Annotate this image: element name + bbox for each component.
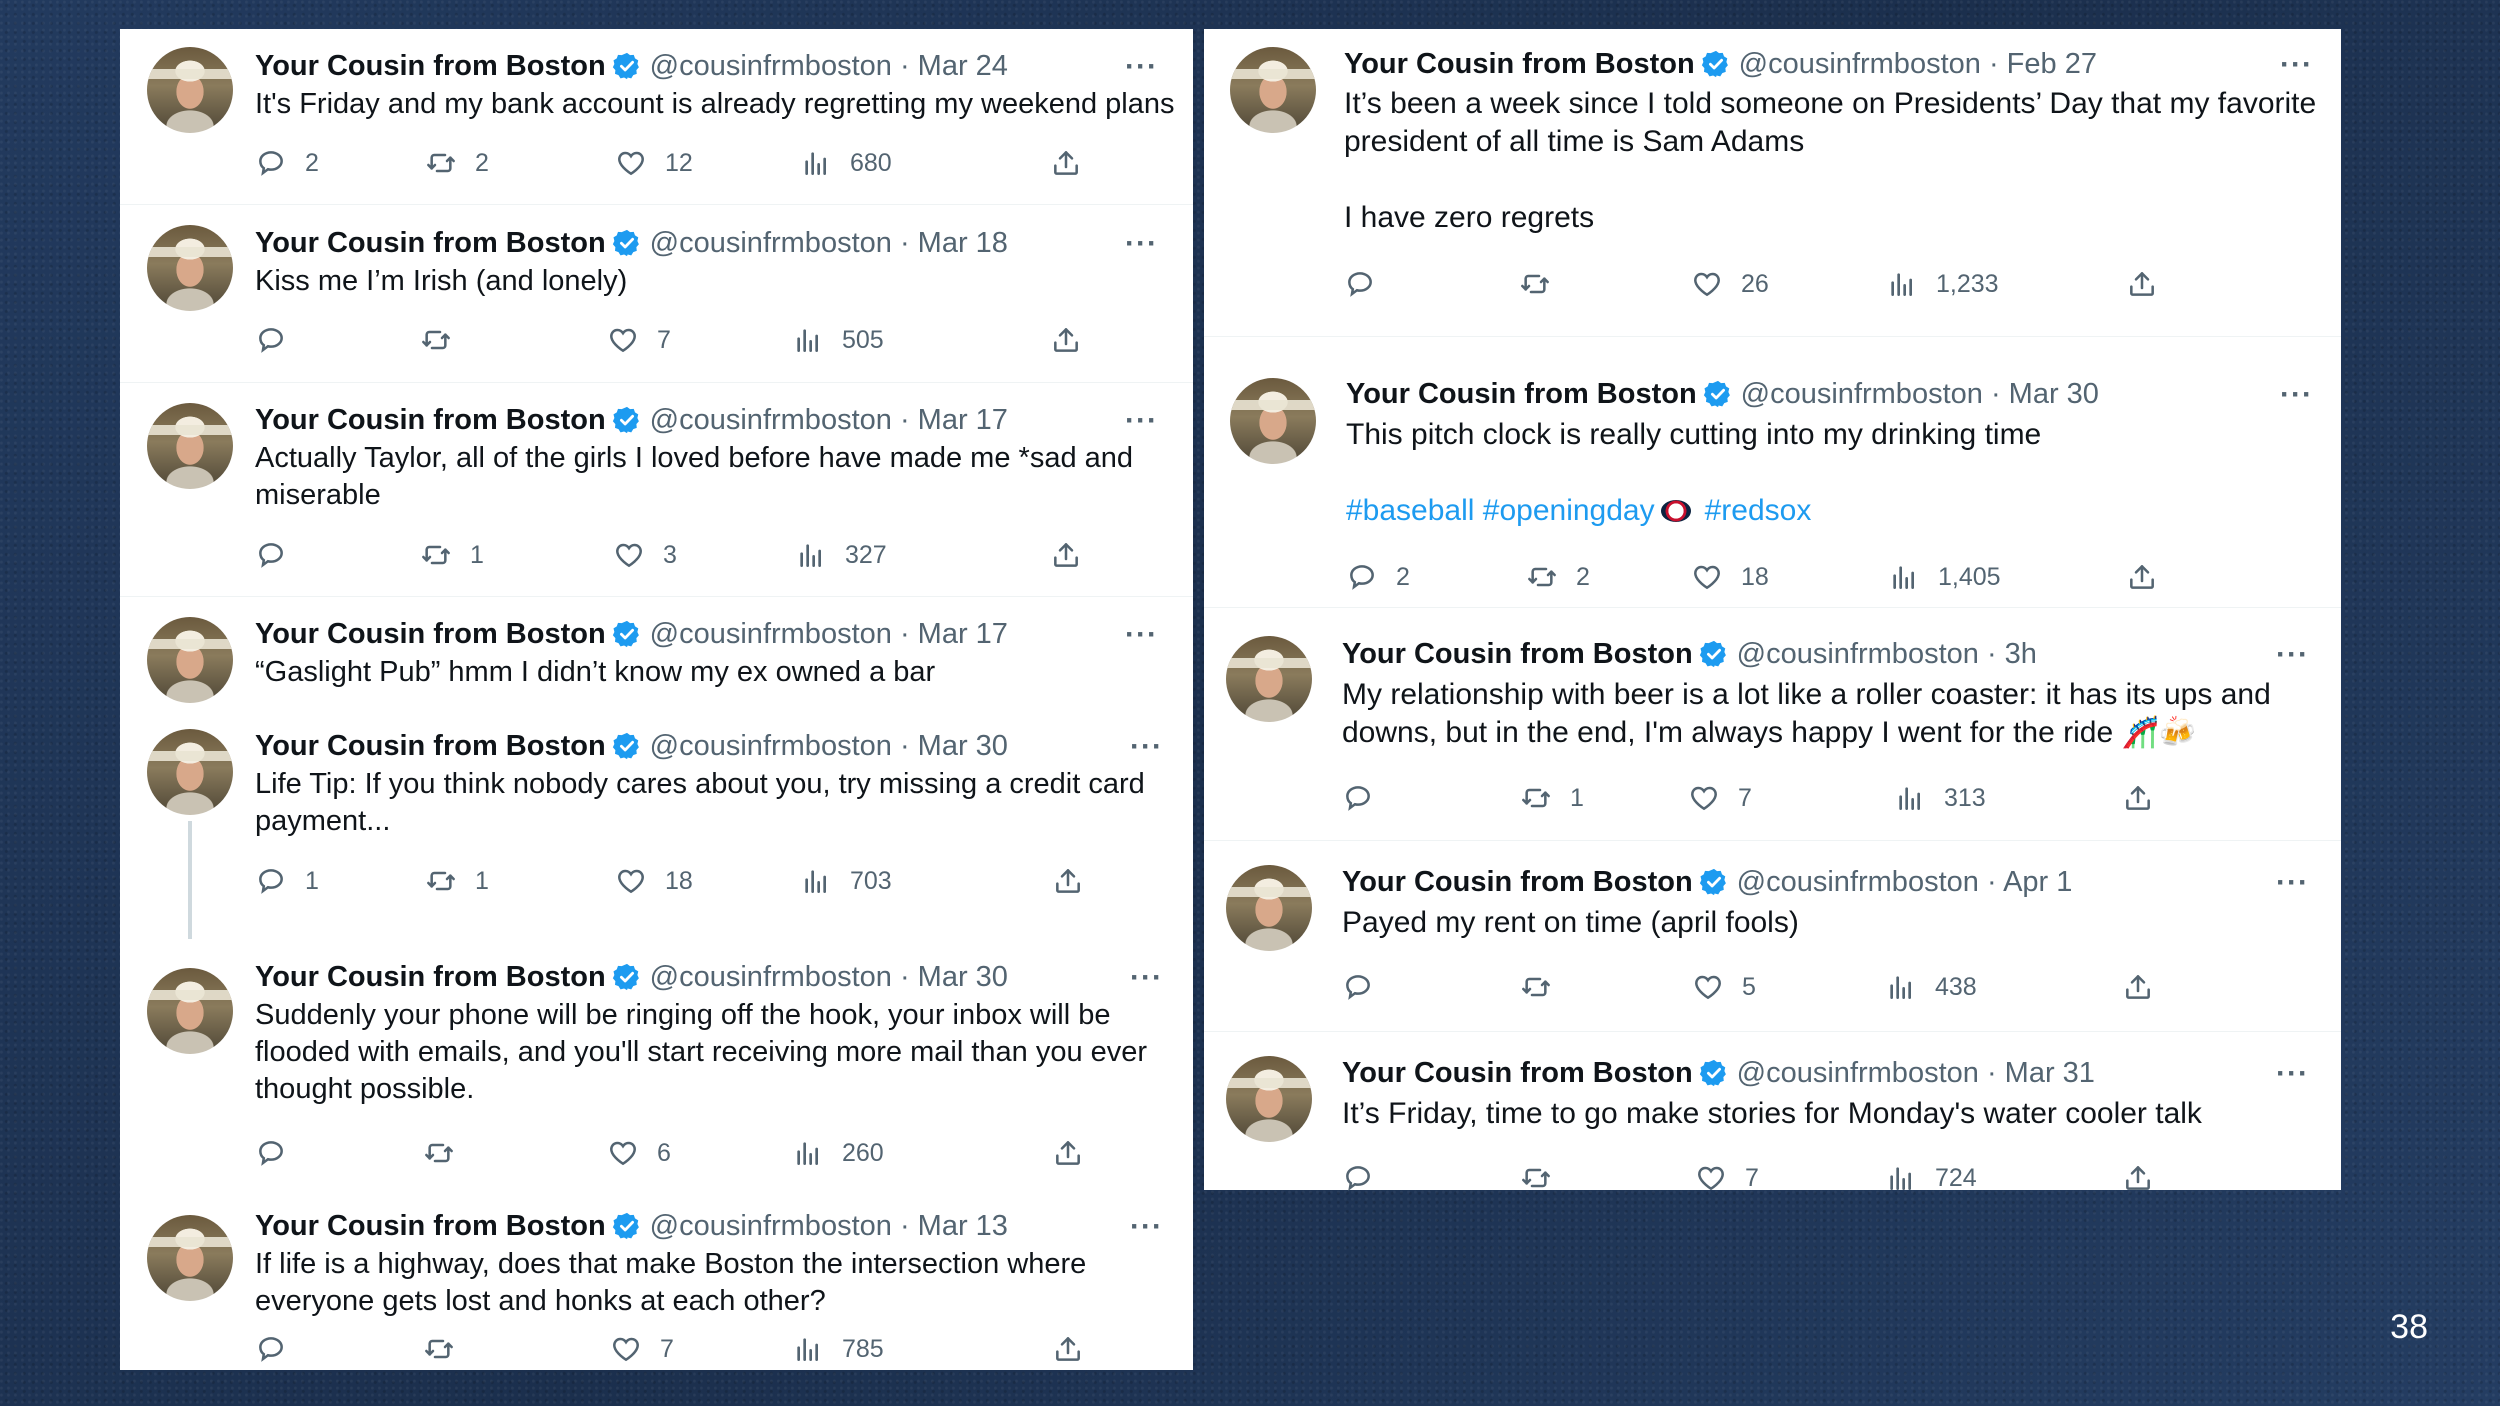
share-button[interactable]	[2126, 267, 2158, 301]
baseball-emoji-icon	[1661, 500, 1691, 522]
author-handle[interactable]: @cousinfrmboston	[649, 404, 892, 436]
verified-badge-icon	[612, 1211, 642, 1241]
tweet-actions	[255, 1136, 1155, 1170]
heart-icon	[607, 324, 639, 356]
reply-icon	[1346, 561, 1378, 593]
view-count: 260	[842, 1138, 884, 1167]
share-button[interactable]	[2122, 970, 2154, 1004]
retweet-count: 1	[1570, 783, 1584, 812]
heart-icon	[1692, 971, 1724, 1003]
author-name[interactable]: Your Cousin from Boston	[255, 50, 606, 82]
tweet-date[interactable]: · Mar 13	[899, 1210, 1008, 1242]
verified-badge-icon	[1699, 867, 1729, 897]
views-icon	[1885, 971, 1917, 1003]
like-count: 7	[1738, 783, 1752, 812]
views-icon	[1886, 268, 1918, 300]
reply-icon	[1342, 1162, 1374, 1194]
like-count: 5	[1742, 972, 1756, 1001]
tweet-actions	[255, 538, 1155, 572]
author-name[interactable]: Your Cousin from Boston	[1346, 378, 1697, 410]
author-handle[interactable]: @cousinfrmboston	[649, 227, 892, 259]
tweet-text: It’s Friday, time to go make stories for Monday's water cooler talk	[1342, 1097, 2202, 1130]
reply-icon	[255, 865, 287, 897]
heart-icon	[615, 865, 647, 897]
like-button[interactable]	[615, 864, 693, 898]
avatar[interactable]	[147, 729, 233, 815]
reply-button[interactable]	[1344, 267, 1394, 301]
like-button[interactable]	[615, 146, 693, 180]
reply-icon	[255, 1333, 287, 1365]
retweet-button[interactable]	[423, 1332, 473, 1366]
retweet-icon	[1526, 561, 1558, 593]
share-button[interactable]	[1050, 538, 1082, 572]
reply-icon	[255, 1137, 287, 1169]
heart-icon	[1695, 1162, 1727, 1194]
retweet-count: 2	[1576, 562, 1590, 591]
view-count: 1,233	[1936, 269, 1999, 298]
share-button[interactable]	[1050, 146, 1082, 180]
heart-icon	[1691, 268, 1723, 300]
tweet-actions	[1342, 1161, 2302, 1195]
views-icon	[792, 1137, 824, 1169]
tweet-date[interactable]: · Mar 17	[899, 404, 1008, 436]
author-name[interactable]: Your Cousin from Boston	[255, 1210, 606, 1242]
like-button[interactable]	[1691, 267, 1769, 301]
views-button[interactable]	[1886, 267, 1999, 301]
tweet[interactable]	[120, 383, 1193, 597]
reply-icon	[1344, 268, 1376, 300]
avatar[interactable]	[147, 403, 233, 489]
heart-icon	[607, 1137, 639, 1169]
more-options-button[interactable]: ···	[2280, 48, 2313, 81]
reply-count: 1	[305, 866, 319, 895]
retweet-icon	[1520, 1162, 1552, 1194]
author-name[interactable]: Your Cousin from Boston	[1342, 1057, 1693, 1089]
share-button[interactable]	[2122, 781, 2154, 815]
views-icon	[792, 324, 824, 356]
reply-count: 2	[1396, 562, 1410, 591]
more-options-button[interactable]: ···	[1125, 404, 1158, 437]
verified-badge-icon	[612, 962, 642, 992]
view-count: 1,405	[1938, 562, 2001, 591]
like-button[interactable]	[1688, 781, 1752, 815]
tweet-text: My relationship with beer is a lot like a roller coaster: it has its ups and downs, but in the end, I'm always happy I went for the ride 🎢🍻	[1342, 678, 2271, 749]
author-handle[interactable]: @cousinfrmboston	[1736, 1057, 1979, 1089]
like-button[interactable]	[1692, 970, 1756, 1004]
view-count: 313	[1944, 783, 1986, 812]
retweet-button[interactable]	[1526, 560, 1590, 594]
tweet-text: Payed my rent on time (april fools)	[1342, 906, 1799, 939]
view-count: 724	[1935, 1163, 1977, 1192]
tweet-header	[255, 226, 1008, 260]
avatar[interactable]	[1226, 1056, 1312, 1142]
tweet-date[interactable]: · Mar 18	[899, 227, 1008, 259]
author-name[interactable]: Your Cousin from Boston	[255, 404, 606, 436]
retweet-button[interactable]	[425, 146, 489, 180]
avatar[interactable]	[1230, 378, 1316, 464]
tweet-date[interactable]: · Mar 31	[1986, 1057, 2095, 1089]
like-count: 26	[1741, 269, 1769, 298]
retweet-button[interactable]	[423, 1136, 473, 1170]
tweet-header	[1342, 637, 2037, 671]
share-button[interactable]	[1052, 1136, 1084, 1170]
reply-button[interactable]	[255, 1332, 305, 1366]
author-handle[interactable]: @cousinfrmboston	[1736, 638, 1979, 670]
views-icon	[800, 865, 832, 897]
avatar[interactable]	[147, 1215, 233, 1301]
tweet[interactable]	[120, 597, 1193, 707]
tweet-header	[255, 960, 1008, 994]
retweet-button[interactable]	[1520, 781, 1584, 815]
tweet-date[interactable]: · Mar 30	[899, 961, 1008, 993]
view-count: 505	[842, 325, 884, 354]
like-count: 6	[657, 1138, 671, 1167]
tweet-actions	[255, 146, 1155, 180]
tweet-header	[1342, 1056, 2095, 1090]
heart-icon	[610, 1333, 642, 1365]
tweet-text: If life is a highway, does that make Boston the intersection where everyone gets lost and honks at each other?	[255, 1248, 1087, 1317]
views-icon	[1888, 561, 1920, 593]
retweet-icon	[1519, 268, 1551, 300]
reply-button[interactable]	[255, 864, 319, 898]
right-tweet-panel	[1204, 29, 2341, 1190]
views-button[interactable]	[792, 1332, 884, 1366]
retweet-button[interactable]	[420, 323, 470, 357]
avatar[interactable]	[147, 968, 233, 1054]
views-icon	[792, 1333, 824, 1365]
share-button[interactable]	[1050, 323, 1082, 357]
tweet-text: This pitch clock is really cutting into my drinking time	[1346, 418, 2042, 451]
view-count: 785	[842, 1334, 884, 1363]
reply-button[interactable]	[255, 538, 305, 572]
author-name[interactable]: Your Cousin from Boston	[255, 618, 606, 650]
reply-icon	[255, 324, 287, 356]
retweet-icon	[423, 1137, 455, 1169]
retweet-button[interactable]	[425, 864, 489, 898]
reply-icon	[1342, 971, 1374, 1003]
tweet-hashtags	[1346, 492, 1811, 529]
tweet[interactable]	[120, 940, 1193, 1180]
tweet-text: It's Friday and my bank account is already regretting my weekend plans	[255, 88, 1175, 120]
heart-icon	[1688, 782, 1720, 814]
tweet-actions	[1346, 560, 2306, 594]
tweet-header	[255, 49, 1008, 83]
tweet-header	[255, 729, 1008, 763]
more-options-button[interactable]: ···	[2280, 378, 2313, 411]
like-button[interactable]	[613, 538, 677, 572]
share-button[interactable]	[1052, 1332, 1084, 1366]
tweet-date[interactable]: · Mar 30	[899, 730, 1008, 762]
avatar[interactable]	[1226, 865, 1312, 951]
reply-button[interactable]	[1342, 1161, 1392, 1195]
share-icon	[1052, 1137, 1084, 1169]
verified-badge-icon	[612, 228, 642, 258]
tweet-header	[255, 617, 1008, 651]
share-icon	[1050, 324, 1082, 356]
tweet-actions	[255, 1332, 1155, 1366]
views-button[interactable]	[800, 146, 892, 180]
more-options-button[interactable]: ···	[2276, 1057, 2309, 1090]
author-handle[interactable]: @cousinfrmboston	[649, 50, 892, 82]
share-icon	[2126, 268, 2158, 300]
like-count: 12	[665, 148, 693, 177]
thread-line	[188, 821, 192, 939]
avatar[interactable]	[147, 617, 233, 703]
reply-icon	[255, 147, 287, 179]
like-button[interactable]	[607, 1136, 671, 1170]
tweet-date[interactable]: · Apr 1	[1986, 866, 2073, 898]
retweet-count: 1	[475, 866, 489, 895]
tweet-header	[1342, 865, 2072, 899]
retweet-icon	[1520, 782, 1552, 814]
like-count: 7	[1745, 1163, 1759, 1192]
views-icon	[1894, 782, 1926, 814]
retweet-icon	[1520, 971, 1552, 1003]
tweet-text: Kiss me I’m Irish (and lonely)	[255, 265, 628, 297]
author-handle[interactable]: @cousinfrmboston	[1740, 378, 1983, 410]
author-name[interactable]: Your Cousin from Boston	[255, 730, 606, 762]
hashtag-link[interactable]: #openingday	[1482, 494, 1655, 527]
more-options-button[interactable]: ···	[2276, 866, 2309, 899]
tweet-header	[255, 403, 1008, 437]
share-icon	[2122, 1162, 2154, 1194]
reply-button[interactable]	[1342, 970, 1392, 1004]
like-count: 7	[660, 1334, 674, 1363]
reply-icon	[255, 539, 287, 571]
heart-icon	[615, 147, 647, 179]
tweet[interactable]	[120, 29, 1193, 205]
left-tweet-panel	[120, 29, 1193, 1370]
tweet[interactable]	[120, 1181, 1193, 1370]
share-icon	[2126, 561, 2158, 593]
view-count: 438	[1935, 972, 1977, 1001]
avatar[interactable]	[1226, 636, 1312, 722]
author-name[interactable]: Your Cousin from Boston	[255, 227, 606, 259]
like-button[interactable]	[607, 323, 671, 357]
views-icon	[800, 147, 832, 179]
share-icon	[1050, 539, 1082, 571]
heart-icon	[1691, 561, 1723, 593]
reply-button[interactable]	[255, 146, 319, 180]
tweet-text: Actually Taylor, all of the girls I loved before have made me *sad and miserable	[255, 442, 1134, 511]
author-name[interactable]: Your Cousin from Boston	[1342, 866, 1693, 898]
views-button[interactable]	[1888, 560, 2001, 594]
retweet-icon	[425, 865, 457, 897]
like-button[interactable]	[1691, 560, 1769, 594]
retweet-icon	[420, 324, 452, 356]
author-handle[interactable]: @cousinfrmboston	[649, 618, 892, 650]
tweet-actions	[255, 864, 1155, 898]
author-name[interactable]: Your Cousin from Boston	[1342, 638, 1693, 670]
tweet-date[interactable]: · Mar 30	[1990, 378, 2099, 410]
views-button[interactable]	[1894, 781, 1986, 815]
views-button[interactable]	[800, 864, 892, 898]
verified-badge-icon	[612, 51, 642, 81]
views-button[interactable]	[792, 323, 884, 357]
tweet-text: Life Tip: If you think nobody cares about you, try missing a credit card payment...	[255, 768, 1145, 837]
tweet[interactable]	[1204, 608, 2341, 841]
tweet-actions	[1342, 970, 2302, 1004]
tweet-text: It’s been a week since I told someone on Presidents’ Day that my favorite president of all time is Sam Adams I have zero regrets	[1344, 87, 2317, 234]
tweet-text: Suddenly your phone will be ringing off the hook, your inbox will be flooded with emails, and you'll start receiving more mail than you ever thought possible.	[255, 999, 1148, 1105]
tweet-text: “Gaslight Pub” hmm I didn’t know my ex owned a bar	[255, 656, 936, 688]
share-button[interactable]	[2126, 560, 2158, 594]
heart-icon	[613, 539, 645, 571]
verified-badge-icon	[1699, 639, 1729, 669]
more-options-button[interactable]: ···	[1130, 961, 1163, 994]
like-button[interactable]	[610, 1332, 674, 1366]
slide-page-number: 38	[2390, 1308, 2428, 1346]
tweet[interactable]	[120, 205, 1193, 383]
view-count: 680	[850, 148, 892, 177]
views-icon	[795, 539, 827, 571]
avatar[interactable]	[147, 225, 233, 311]
avatar[interactable]	[147, 47, 233, 133]
reply-button[interactable]	[255, 323, 305, 357]
retweet-icon	[423, 1333, 455, 1365]
reply-button[interactable]	[255, 1136, 305, 1170]
verified-badge-icon	[1699, 1058, 1729, 1088]
retweet-count: 2	[475, 148, 489, 177]
reply-button[interactable]	[1342, 781, 1392, 815]
like-count: 18	[665, 866, 693, 895]
retweet-button[interactable]	[1520, 970, 1570, 1004]
retweet-button[interactable]	[1519, 267, 1569, 301]
tweet-date[interactable]: · Feb 27	[1988, 48, 2097, 80]
tweet-header	[1346, 377, 2099, 411]
more-options-button[interactable]: ···	[1130, 1210, 1163, 1243]
like-count: 18	[1741, 562, 1769, 591]
tweet[interactable]	[1204, 841, 2341, 1032]
author-handle[interactable]: @cousinfrmboston	[1736, 866, 1979, 898]
tweet[interactable]	[1204, 1032, 2341, 1190]
like-count: 7	[657, 325, 671, 354]
reply-icon	[1342, 782, 1374, 814]
views-button[interactable]	[792, 1136, 884, 1170]
tweet[interactable]	[1204, 337, 2341, 608]
avatar[interactable]	[1230, 47, 1316, 133]
tweet-actions	[1342, 781, 2302, 815]
share-icon	[2122, 782, 2154, 814]
tweet-actions	[1344, 267, 2304, 301]
tweet-date[interactable]: · Mar 17	[899, 618, 1008, 650]
tweet-actions	[255, 323, 1155, 357]
like-button[interactable]	[1695, 1161, 1759, 1195]
author-handle[interactable]: @cousinfrmboston	[649, 730, 892, 762]
retweet-count: 1	[470, 540, 484, 569]
more-options-button[interactable]: ···	[1125, 618, 1158, 651]
tweet-header	[255, 1209, 1008, 1243]
tweet[interactable]	[1204, 29, 2341, 337]
hashtag-link[interactable]: #baseball	[1346, 494, 1475, 527]
author-name[interactable]: Your Cousin from Boston	[1344, 48, 1695, 80]
verified-badge-icon	[612, 731, 642, 761]
views-button[interactable]	[1885, 1161, 1977, 1195]
tweet[interactable]	[120, 709, 1193, 939]
verified-badge-icon	[612, 405, 642, 435]
verified-badge-icon	[1701, 49, 1731, 79]
like-count: 3	[663, 540, 677, 569]
author-handle[interactable]: @cousinfrmboston	[1738, 48, 1981, 80]
verified-badge-icon	[612, 619, 642, 649]
more-options-button[interactable]: ···	[1125, 227, 1158, 260]
share-icon	[1050, 147, 1082, 179]
share-button[interactable]	[2122, 1161, 2154, 1195]
hashtag-link[interactable]: #redsox	[1704, 494, 1812, 527]
views-button[interactable]	[1885, 970, 1977, 1004]
more-options-button[interactable]: ···	[1130, 730, 1163, 763]
views-button[interactable]	[795, 538, 887, 572]
view-count: 703	[850, 866, 892, 895]
retweet-icon	[420, 539, 452, 571]
verified-badge-icon	[1703, 379, 1733, 409]
tweet-date[interactable]: · Mar 24	[899, 50, 1008, 82]
share-icon	[1052, 1333, 1084, 1365]
reply-count: 2	[305, 148, 319, 177]
reply-button[interactable]	[1346, 560, 1410, 594]
retweet-icon	[425, 147, 457, 179]
share-icon	[2122, 971, 2154, 1003]
tweet-date[interactable]: · 3h	[1986, 638, 2037, 670]
author-name[interactable]: Your Cousin from Boston	[255, 961, 606, 993]
tweet-header	[1344, 47, 2097, 81]
retweet-button[interactable]	[420, 538, 484, 572]
author-handle[interactable]: @cousinfrmboston	[649, 1210, 892, 1242]
author-handle[interactable]: @cousinfrmboston	[649, 961, 892, 993]
views-icon	[1885, 1162, 1917, 1194]
retweet-button[interactable]	[1520, 1161, 1570, 1195]
view-count: 327	[845, 540, 887, 569]
share-button[interactable]	[1052, 864, 1084, 898]
share-icon	[1052, 865, 1084, 897]
more-options-button[interactable]: ···	[2276, 638, 2309, 671]
more-options-button[interactable]: ···	[1125, 50, 1158, 83]
